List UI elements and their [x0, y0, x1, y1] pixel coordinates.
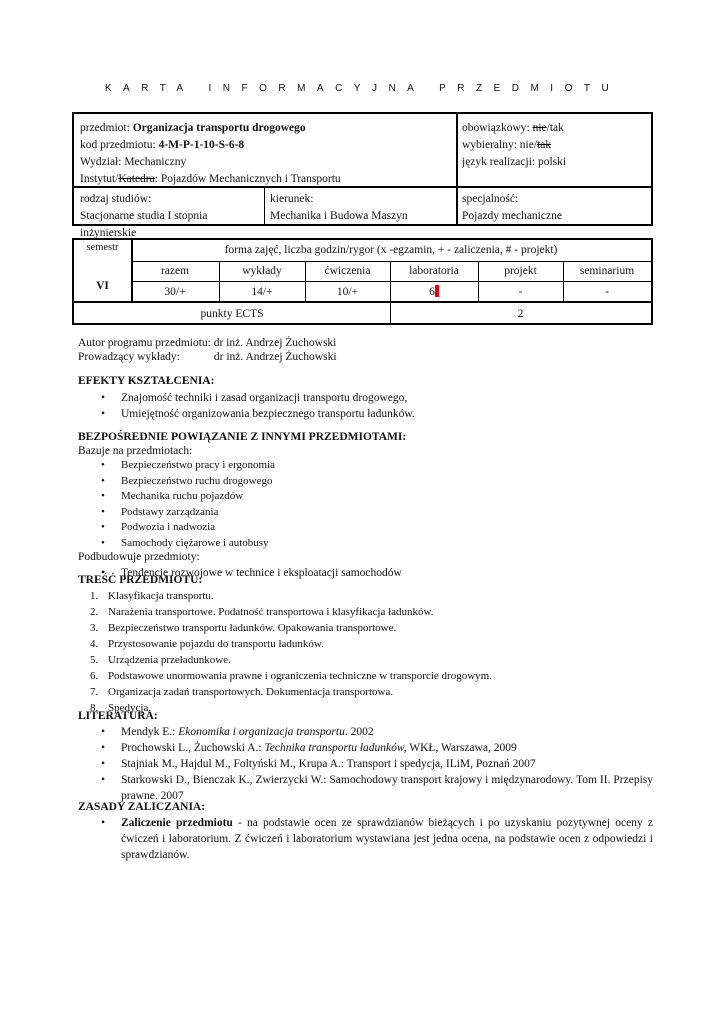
value-laboratoria: 6	[429, 286, 435, 298]
builds-on-label: Podbudowuje przedmioty:	[78, 551, 200, 564]
list-item: • Mechanika ruchu pojazdów	[121, 489, 653, 505]
list-item: 6. Podstawowe unormowania prawne i ograniczenia techniczne w transporcie drogowym.	[90, 669, 492, 682]
program-author: Autor programu przedmiotu: dr inż. Andrzej Żuchowski	[78, 337, 337, 349]
course-type-info: obowiązkowy: nie/tak wybieralny: nie/tak język realizacji: polski	[462, 122, 567, 168]
based-on-label: Bazuje na przedmiotach:	[78, 444, 193, 457]
list-item: • Stajniak M., Hajdul M., Foltyński M., Krupa A.: Transport i spedycja, ILiM, Poznań 2007	[121, 756, 653, 772]
field-of-study: kierunek: Mechanika i Budowa Maszyn	[270, 193, 408, 222]
lecturer: Prowadzący wykłady: dr inż. Andrzej Żuchowski	[78, 350, 337, 363]
list-item: • Samochody ciężarowe i autobusy	[121, 536, 653, 552]
specialization: specjalność: Pojazdy mechaniczne	[462, 193, 562, 222]
list-item: 5. Urządzenia przeładunkowe.	[90, 653, 231, 666]
list-item: • Mendyk E.: Ekonomika i organizacja transportu. 2002	[121, 724, 653, 740]
study-type: rodzaj studiów: Stacjonarne studia I stopnia inżynierskie	[80, 193, 208, 239]
list-item: • Starkowski D., Bienczak K., Zwierzycki W.: Samochodowy transport krajowy i międzynarodowy. Tom II. Przepisy prawne. 2007	[121, 772, 653, 804]
list-item: • Umiejętność organizowania bezpiecznego transportu ładunków.	[121, 406, 653, 422]
text-cursor-mark	[435, 285, 439, 297]
institute: Instytut/Katedra: Pojazdów Mechanicznych i Transportu	[80, 173, 341, 185]
form-header: forma zajęć, liczba godzin/rygor (x -egzamin, + - zaliczenia, # - projekt)	[224, 244, 558, 256]
related-courses-heading: BEZPOŚREDNIE POWIĄZANIE Z INNYMI PRZEDMIOTAMI:	[78, 431, 407, 443]
col-header-seminarium: seminarium	[579, 265, 635, 277]
grading-rules-section	[78, 801, 653, 863]
course-main-info: przedmiot: Organizacja transportu drogowego kod przedmiotu: 4-M-P-1-10-S-6-8 Wydział: Mechaniczny Instytut/Katedra: Pojazdów Mechanicznych i Transportu	[77, 116, 457, 192]
value-projekt: -	[518, 286, 523, 298]
list-item: 1. Klasyfikacja transportu.	[90, 589, 214, 602]
value-razem: 30/+	[164, 286, 186, 298]
ects-value: 2	[517, 308, 524, 320]
course-content-section	[78, 574, 653, 716]
list-item: 4. Przystosowanie pojazdu do transportu ładunków.	[90, 637, 324, 650]
value-seminarium: -	[605, 286, 609, 298]
list-item: • Podstawy zarządzania	[121, 505, 653, 521]
list-item: 3. Bezpieczeństwo transportu ładunków. Opakowania transportowe.	[90, 621, 397, 634]
list-item: 8. Spedycja.	[90, 701, 152, 714]
value-wyklady: 14/+	[251, 286, 273, 298]
hours-table	[72, 238, 653, 325]
list-item: 7. Organizacja zadań transportowych. Dokumentacja transportowa.	[90, 685, 394, 698]
learning-outcomes-section	[78, 375, 653, 422]
col-header-razem: razem	[160, 265, 190, 277]
related-courses-section	[78, 431, 653, 581]
list-item: • Znajomość techniki i zasad organizacji transportu drogowego,	[121, 390, 653, 406]
col-header-laboratoria: laboratoria	[409, 265, 459, 277]
list-item: • Podwozia i nadwozia	[121, 520, 653, 536]
course-content-heading: TREŚĆ PRZEDMIOTU:	[78, 574, 203, 586]
literature-heading: LITERATURA:	[78, 710, 158, 722]
document-title: KARTA INFORMACYJNA PRZEDMIOTU	[104, 83, 621, 94]
course-code: 4-M-P-1-10-S-6-8	[158, 139, 245, 151]
semester-value: VI	[96, 280, 109, 292]
list-item: • Bezpieczeństwo ruchu drogowego	[121, 474, 653, 490]
value-cwiczenia: 10/+	[336, 286, 359, 298]
col-header-wyklady: wykłady	[242, 265, 282, 277]
col-header-projekt: projekt	[504, 265, 537, 277]
list-item: • Zaliczenie przedmiotu - na podstawie ocen ze sprawdzianów bieżących i po uzyskaniu pozytywnej oceny z ćwiczeń i laboratorium. Z ćwiczeń i laboratorium wystawiana jest jedna ocena, na podstawie ocen z odpowiedzi i sprawdzianów.	[121, 815, 653, 863]
faculty: Wydział: Mechaniczny	[80, 156, 187, 168]
semester-label: semestr	[86, 242, 119, 253]
list-item: • Prochowski L., Żuchowski A.: Technika transportu ładunków, WKŁ, Warszawa, 2009	[121, 740, 653, 756]
list-item: • Bezpieczeństwo pracy i ergonomia	[121, 458, 653, 474]
literature-section	[78, 710, 653, 804]
col-header-cwiczenia: ćwiczenia	[324, 265, 371, 277]
learning-outcomes-heading: EFEKTY KSZTAŁCENIA:	[78, 375, 215, 387]
author-info	[78, 337, 653, 364]
grading-rules-heading: ZASADY ZALICZANIA:	[78, 801, 206, 813]
ects-label: punkty ECTS	[200, 308, 264, 320]
course-info-box	[72, 112, 653, 239]
list-item: • Tendencje rozwojowe w technice i eksploatacji samochodów	[121, 565, 653, 581]
list-item: 2. Narażenia transportowe. Podatność transportowa i klasyfikacja ładunków.	[90, 605, 434, 618]
course-name: Organizacja transportu drogowego	[132, 122, 306, 134]
